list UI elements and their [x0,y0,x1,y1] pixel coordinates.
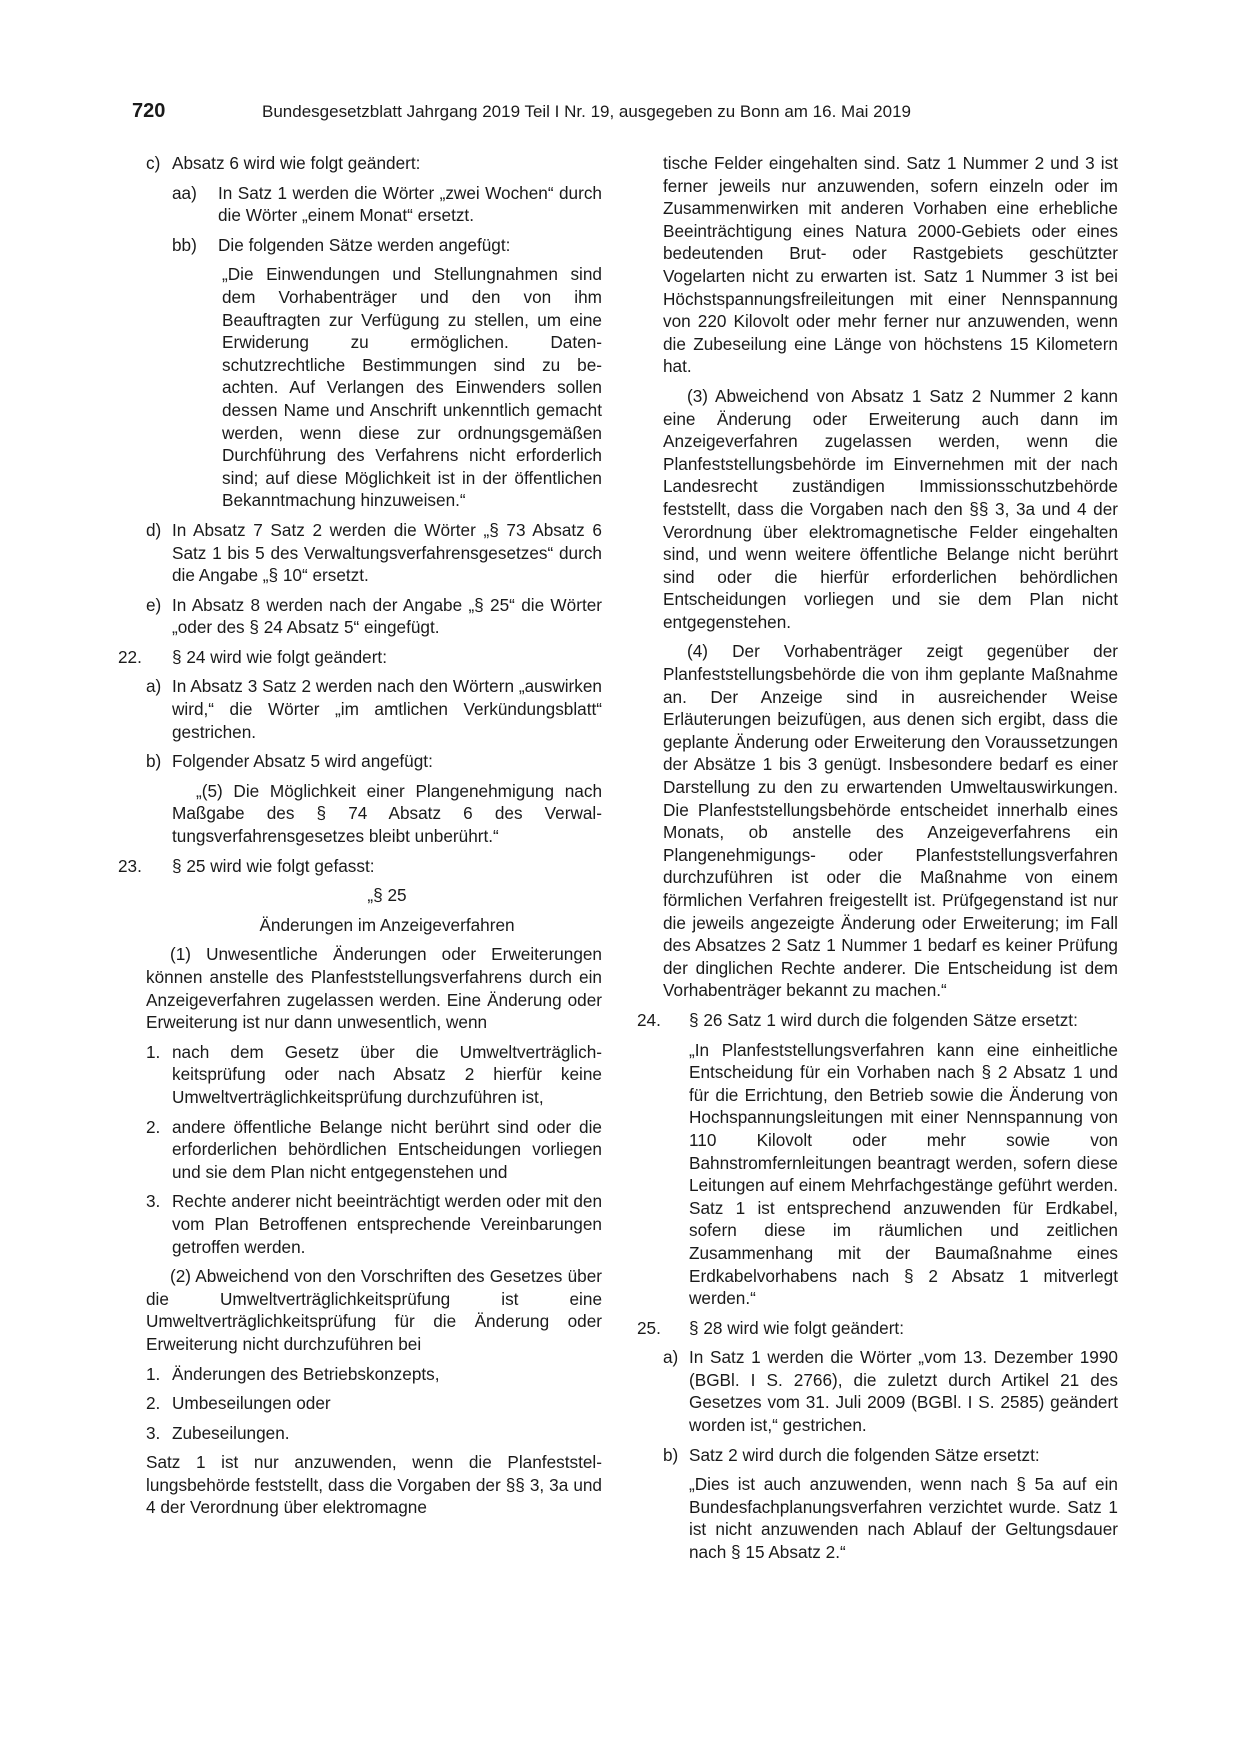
quote-25-b: „Dies ist auch anzuwenden, wenn nach § 5a auf ein Bundesfachplanungsverfahren verzichtet wurde. Satz 1 ist nicht anzuwenden nach Ablauf der Geltungsdauer nach § 15 Absatz 2.“ [689,1474,1118,1563]
list-item: 1. Änderungen des Betriebskonzepts, [146,1363,440,1384]
page-number: 720 [132,100,166,122]
item-e: e) In Absatz 8 werden nach der Angabe „§ 25“ die Wörter „oder des § 24 Absatz 5“ eingefügt. [146,594,602,638]
quote-c-bb: „Die Einwendungen und Stellungnahmen sind dem Vorhabenträger und den von ihm Beauftragten zur Verfügung zu stellen, um eine Erwiderung zu ermöglichen. Datenschutzrechtliche Bestimmungen sind zu beachten. Auf Verlangen des Einwenders sollen dessen Name und Anschrift unkenntlich gemacht werden, wenn diese zur ordnungsgemäßen Durchführung des Verfahrens nicht erforderlich sind; auf diese Möglichkeit ist in der öffentlichen Bekanntmachung hinzuweisen.“ [222,264,602,511]
item-c: c) Absatz 6 wird wie folgt geändert: [146,153,421,173]
item-25-b: b) Satz 2 wird durch die folgenden Sätze ersetzt: [663,1444,1040,1465]
item-d: d) In Absatz 7 Satz 2 werden die Wörter „§ 73 Absatz 6 Satz 1 bis 5 des Verwaltungsverfahrensgesetzes“ durch die Angabe „§ 10“ ersetzt. [146,519,602,586]
item-c-aa: aa) In Satz 1 werden die Wörter „zwei Wochen“ durch die Wörter „einem Monat“ ersetzt. [172,182,602,226]
item-23: 23. § 25 wird wie folgt gefasst: [118,855,375,876]
list-item: 2. andere öffentliche Belange nicht berührt sind oder die erforderlichen behördlichen Entscheidungen vorliegen und sie dem Plan nicht entgegenstehen und [146,1116,602,1182]
list-item: 3. Rechte anderer nicht beeinträchtigt werden oder mit den vom Plan Betroffenen entsprechende Vereinbarungen getroffen werden. [146,1191,602,1257]
page-header [132,100,992,130]
section-25-para-4: (4) Der Vorhabenträger zeigt gegenüber der Planfeststellungsbehörde die von ihm geplante Maßnahme an. Der Anzeige sind in ausreichender Weise Erläuterungen beizufügen, aus denen sich ergibt, dass die geplante Änderung oder Erweiterung den Voraussetzungen der Absätze 1 bis 3 genügt. Insbesondere bedarf es einer Darstellung zu den zu erwartenden Umweltauswirkungen. Die Planfeststellungsbehörde entscheidet innerhalb eines Monats, ob anstelle des Anzeigeverfahrens ein Plangenehmigungs- oder Planfeststellungsverfahren durchzuführen ist oder die Maßnahme von einem förmlichen Verfahren freigestellt ist. Prüfgegenstand ist nur die jeweils angezeigte Änderung oder Erweiterung; im Fall des Absatzes 2 Satz 1 Nummer 1 bedarf es keiner Prüfung der dinglichen Rechte anderer. Die Entscheidung ist dem Vorhabenträger bekannt zu machen.“ [663,641,1118,1001]
item-25-a: a) In Satz 1 werden die Wörter „vom 13. Dezember 1990 (BGBl. I S. 2766), die zuletzt durch Artikel 21 des Gesetzes vom 31. Juli 2009 (BGBl. I S. 2585) geändert worden ist,“ gestrichen. [663,1347,1118,1436]
right-column [637,152,1118,1571]
left-column [118,152,602,1526]
quote-22-b: „(5) Die Möglichkeit einer Plangenehmigung nach Maßgabe des § 74 Absatz 6 des Verwaltungsverfahrensgesetzes bleibt unberührt.“ [172,780,602,847]
continued-text: tische Felder eingehalten sind. Satz 1 Nummer 2 und 3 ist ferner jeweils nur anzuwenden, sofern einzeln oder im Zusammenwirken mit anderen Vorhaben eine erhebliche Beeinträchtigung eines Natura 2000-Gebiets oder eines bedeutenden Brut- oder Rastgebiets geschützter Vogelarten nicht zu erwarten ist. Satz 1 Nummer 3 ist bei Höchstspannungsfreileitungen mit einer Nennspannung von 220 Kilovolt oder mehr ferner nur anzuwenden, wenn die Zubeseilung eine Länge von höchstens 15 Kilometern hat. [663,153,1118,377]
item-22-b: b) Folgender Absatz 5 wird angefügt: [146,751,433,772]
quote-24: „In Planfeststellungsverfahren kann eine einheitliche Entscheidung für ein Vorhaben nach § 2 Absatz 1 und für die Errichtung, den Betrieb sowie die Änderung von Hochspannungsleitungen mit einer Nennspannung von 110 Kilovolt oder mehr sowie von Bahnstromfernleitungen beantragt werden, sofern diese Leitungen auf einem Mehrfachgestänge geführt werden. Satz 1 ist entsprechend anzuwenden für Erdkabel, sofern diese im räumlichen und zeitlichen Zusammenhang mit der Baumaßnahme eines Erdkabelvorhabens nach § 2 Absatz 1 mitverlegt werden.“ [689,1039,1118,1309]
item-24: 24. § 26 Satz 1 wird durch die folgenden Sätze ersetzt: [637,1009,1078,1030]
section-25-para-1: (1) Unwesentliche Änderungen oder Erweiterungen können anstelle des Planfeststellungsverfahrens durch ein Anzeigeverfahren zugelassen werden. Eine Änderung oder Erweiterung ist nur dann unwesentlich, wenn [146,944,602,1033]
list-item: 3. Zubeseilungen. [146,1422,290,1443]
item-25: 25. § 28 wird wie folgt geändert: [637,1317,904,1338]
section-25-para-3: (3) Abweichend von Absatz 1 Satz 2 Nummer 2 kann eine Änderung oder Erweiterung auch dann im Anzeigeverfahren zugelassen werden, wenn die Planfeststellungsbehörde im Einvernehmen mit der nach Landesrecht zuständigen Immissionsschutzbehörde feststellt, dass die Vorgaben nach den §§ 3, 3a und 4 der Verordnung über elektromagnetische Felder eingehalten sind, und wenn weitere öffentliche Belange nicht berührt sind oder die hierfür erforderlichen behördlichen Entscheidungen vorliegen und sie dem Plan nicht entgegenstehen. [663,385,1118,632]
item-22: 22. § 24 wird wie folgt geändert: [118,646,387,667]
section-25-para-2b: Satz 1 ist nur anzuwenden, wenn die Planfeststellungsbehörde feststellt, dass die Vorgaben der §§ 3, 3a und 4 der Verordnung über elektromagne [146,1452,602,1518]
section-25-para-2: (2) Abweichend von den Vorschriften des Gesetzes über die Umweltverträglichkeitsprüfung ist eine Umweltverträglichkeitsprüfung für die Änderung oder Erweiterung nicht durchzuführen bei [146,1266,602,1354]
running-head: Bundesgesetzblatt Jahrgang 2019 Teil I Nr. 19, ausgegeben zu Bonn am 16. Mai 2019 [262,102,911,121]
section-25-title: „§ 25 [367,885,407,906]
item-c-bb: bb) Die folgenden Sätze werden angefügt: [172,234,511,255]
item-22-a: a) In Absatz 3 Satz 2 werden nach den Wörtern „auswirken wird,“ die Wörter „im amtlichen Verkündungsblatt“ gestrichen. [146,676,602,742]
section-25-heading: Änderungen im Anzeigeverfahren [259,914,515,935]
list-item: 1. nach dem Gesetz über die Umweltverträglichkeitsprüfung oder nach Absatz 2 hierfür keine Umweltverträglichkeitsprüfung durchzuführen ist, [146,1041,602,1107]
list-item: 2. Umbeseilungen oder [146,1393,331,1414]
